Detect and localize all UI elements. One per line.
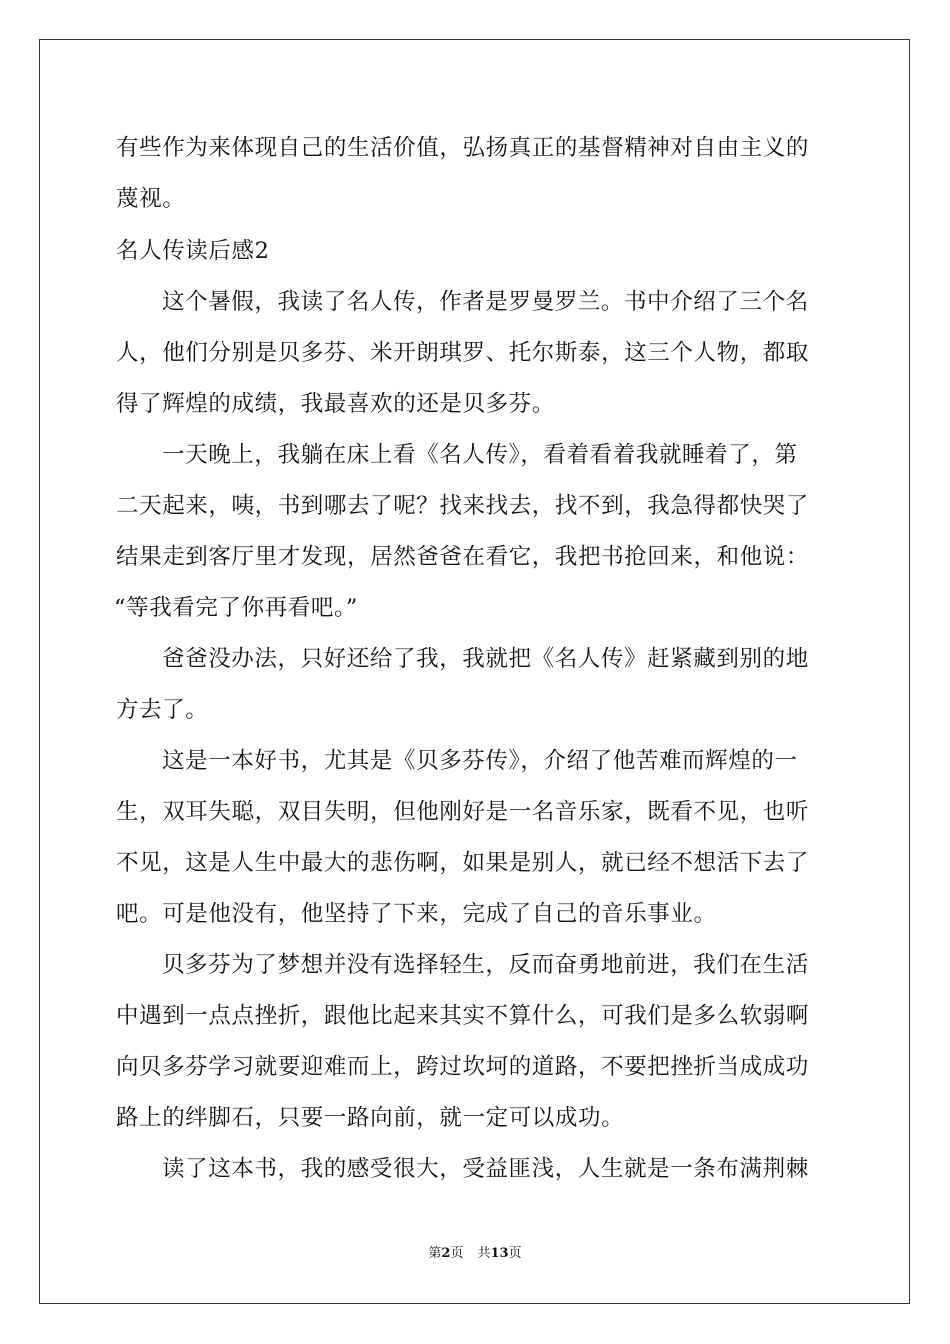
page-suffix: 页 bbox=[450, 1246, 464, 1261]
body-line: 有些作为来体现自己的生活价值，弘扬真正的基督精神对自由主义的 bbox=[116, 135, 810, 161]
paragraph-first-line: 一天晚上，我躺在床上看《名人传》，看着看着我就睡着了，第 bbox=[162, 442, 798, 468]
total-suffix: 页 bbox=[508, 1246, 522, 1261]
body-line: 吧。可是他没有，他坚持了下来，完成了自己的音乐事业。 bbox=[116, 901, 717, 927]
paragraph-first-line: 读了这本书，我的感受很大，受益匪浅，人生就是一条布满荆棘 bbox=[162, 1156, 809, 1182]
body-line: 路上的绊脚石，只要一路向前，就一定可以成功。 bbox=[116, 1105, 625, 1131]
total-prefix: 共 bbox=[477, 1246, 491, 1261]
body-line: 生，双耳失聪，双目失明，但他刚好是一名音乐家，既看不见，也听 bbox=[116, 799, 810, 825]
paragraph-first-line: 贝多芬为了梦想并没有选择轻生，反而奋勇地前进，我们在生活 bbox=[162, 952, 809, 978]
paragraph-first-line: 这是一本好书，尤其是《贝多芬传》，介绍了他苦难而辉煌的一 bbox=[162, 748, 798, 774]
body-line: “等我看完了你再看吧。” bbox=[114, 595, 358, 621]
body-line: 二天起来，咦，书到哪去了呢？找来找去，找不到，我急得都快哭了 bbox=[116, 493, 810, 519]
body-line: 得了辉煌的成绩，我最喜欢的还是贝多芬。 bbox=[116, 391, 555, 417]
body-line: 结果走到客厅里才发现，居然爸爸在看它，我把书抢回来，和他说： bbox=[116, 544, 810, 570]
paragraph-first-line: 这个暑假，我读了名人传，作者是罗曼罗兰。书中介绍了三个名 bbox=[162, 289, 809, 315]
page-footer bbox=[0, 1245, 950, 1263]
body-line: 向贝多芬学习就要迎难而上，跨过坎坷的道路，不要把挫折当成成功 bbox=[116, 1054, 810, 1080]
body-line: 蔑视。 bbox=[116, 186, 186, 212]
section-heading: 名人传读后感2 bbox=[116, 238, 270, 264]
body-line: 方去了。 bbox=[116, 697, 209, 723]
body-line: 不见，这是人生中最大的悲伤啊，如果是别人，就已经不想活下去了 bbox=[116, 850, 810, 876]
page-prefix: 第 bbox=[428, 1246, 442, 1261]
paragraph-first-line: 爸爸没办法，只好还给了我，我就把《名人传》赶紧藏到别的地 bbox=[162, 646, 809, 672]
page-number: 2 bbox=[441, 1246, 451, 1261]
body-line: 中遇到一点点挫折，跟他比起来其实不算什么，可我们是多么软弱啊 bbox=[116, 1003, 810, 1029]
body-line: 人，他们分别是贝多芬、米开朗琪罗、托尔斯泰，这三个人物，都取 bbox=[116, 340, 810, 366]
total-pages: 13 bbox=[490, 1246, 509, 1261]
